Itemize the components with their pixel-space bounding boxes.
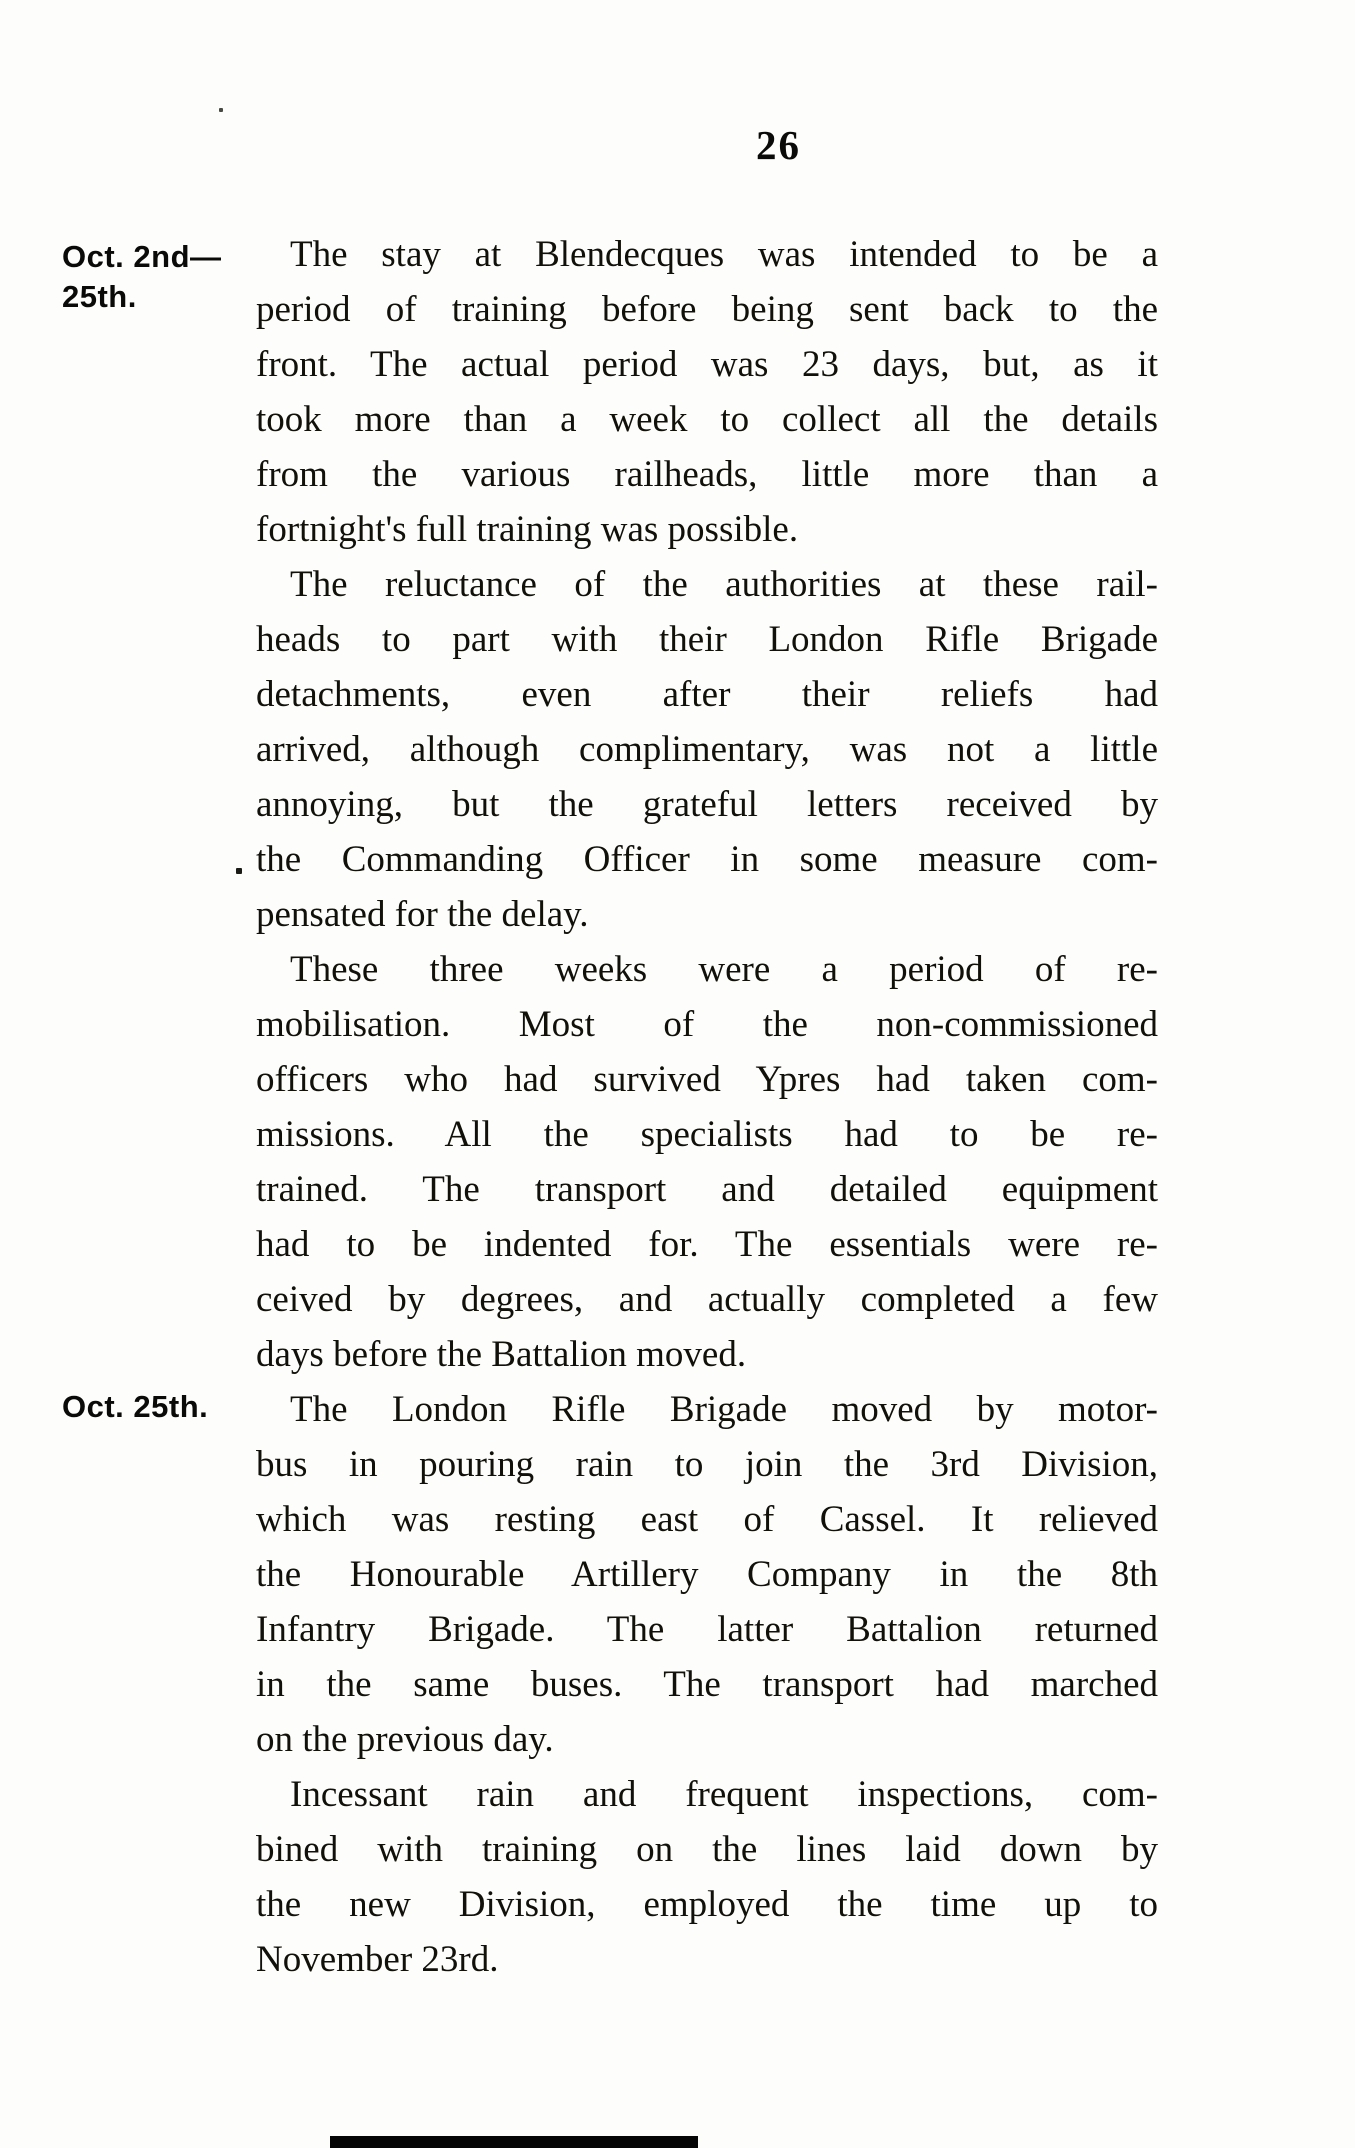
text-line: had to be indented for. The essentials were re- (256, 1224, 1158, 1265)
text-line: mobilisation. Most of the non-commissioned (256, 1004, 1158, 1045)
text-line: fortnight's full training was possible. (256, 509, 799, 550)
paragraph-4 (256, 1382, 1158, 1767)
scan-edge-artifact (330, 2136, 698, 2148)
text-line: the new Division, employed the time up to (256, 1884, 1158, 1925)
text-line: Infantry Brigade. The latter Battalion returned (256, 1609, 1158, 1650)
text-line: the Honourable Artillery Company in the 8th (256, 1554, 1158, 1595)
margin-note-oct-2nd-25th (62, 237, 272, 317)
text-line: detachments, even after their reliefs had (256, 674, 1158, 715)
text-line: Incessant rain and frequent inspections, com- (290, 1774, 1158, 1815)
text-line: days before the Battalion moved. (256, 1334, 747, 1375)
body-text-column (256, 227, 1158, 1987)
text-line: November 23rd. (256, 1939, 499, 1980)
text-line: The stay at Blendecques was intended to be a (290, 234, 1158, 275)
margin-note-line: Oct. 25th. (62, 1389, 209, 1424)
text-line: period of training before being sent back to the (256, 289, 1158, 330)
text-line: in the same buses. The transport had marched (256, 1664, 1158, 1705)
text-line: took more than a week to collect all the details (256, 399, 1158, 440)
page-number: 26 (756, 122, 801, 168)
text-line: The reluctance of the authorities at these rail- (290, 564, 1158, 605)
margin-note-line: 25th. (62, 279, 137, 314)
text-line: pensated for the delay. (256, 894, 589, 935)
ink-speck (219, 108, 223, 112)
margin-note-oct-25th (62, 1387, 272, 1427)
text-line: from the various railheads, little more than a (256, 454, 1158, 495)
text-line: which was resting east of Cassel. It relieved (256, 1499, 1158, 1540)
text-line: The London Rifle Brigade moved by motor- (290, 1389, 1158, 1430)
text-line: ceived by degrees, and actually completed a few (256, 1279, 1158, 1320)
text-line: officers who had survived Ypres had taken com- (256, 1059, 1158, 1100)
paragraph-5 (256, 1767, 1158, 1987)
text-line: the Commanding Officer in some measure com- (256, 839, 1158, 880)
paragraph-3 (256, 942, 1158, 1382)
text-line: annoying, but the grateful letters received by (256, 784, 1158, 825)
margin-note-line: Oct. 2nd— (62, 239, 222, 274)
ink-speck (236, 868, 242, 874)
text-line: missions. All the specialists had to be re- (256, 1114, 1158, 1155)
paragraph-2 (256, 557, 1158, 942)
text-line: heads to part with their London Rifle Brigade (256, 619, 1158, 660)
text-line: These three weeks were a period of re- (290, 949, 1158, 990)
paragraph-1 (256, 227, 1158, 557)
text-line: bined with training on the lines laid down by (256, 1829, 1158, 1870)
text-line: on the previous day. (256, 1719, 554, 1760)
text-line: arrived, although complimentary, was not a little (256, 729, 1158, 770)
text-line: trained. The transport and detailed equipment (256, 1169, 1158, 1210)
text-line: bus in pouring rain to join the 3rd Division, (256, 1444, 1158, 1485)
text-line: front. The actual period was 23 days, but, as it (256, 344, 1158, 385)
